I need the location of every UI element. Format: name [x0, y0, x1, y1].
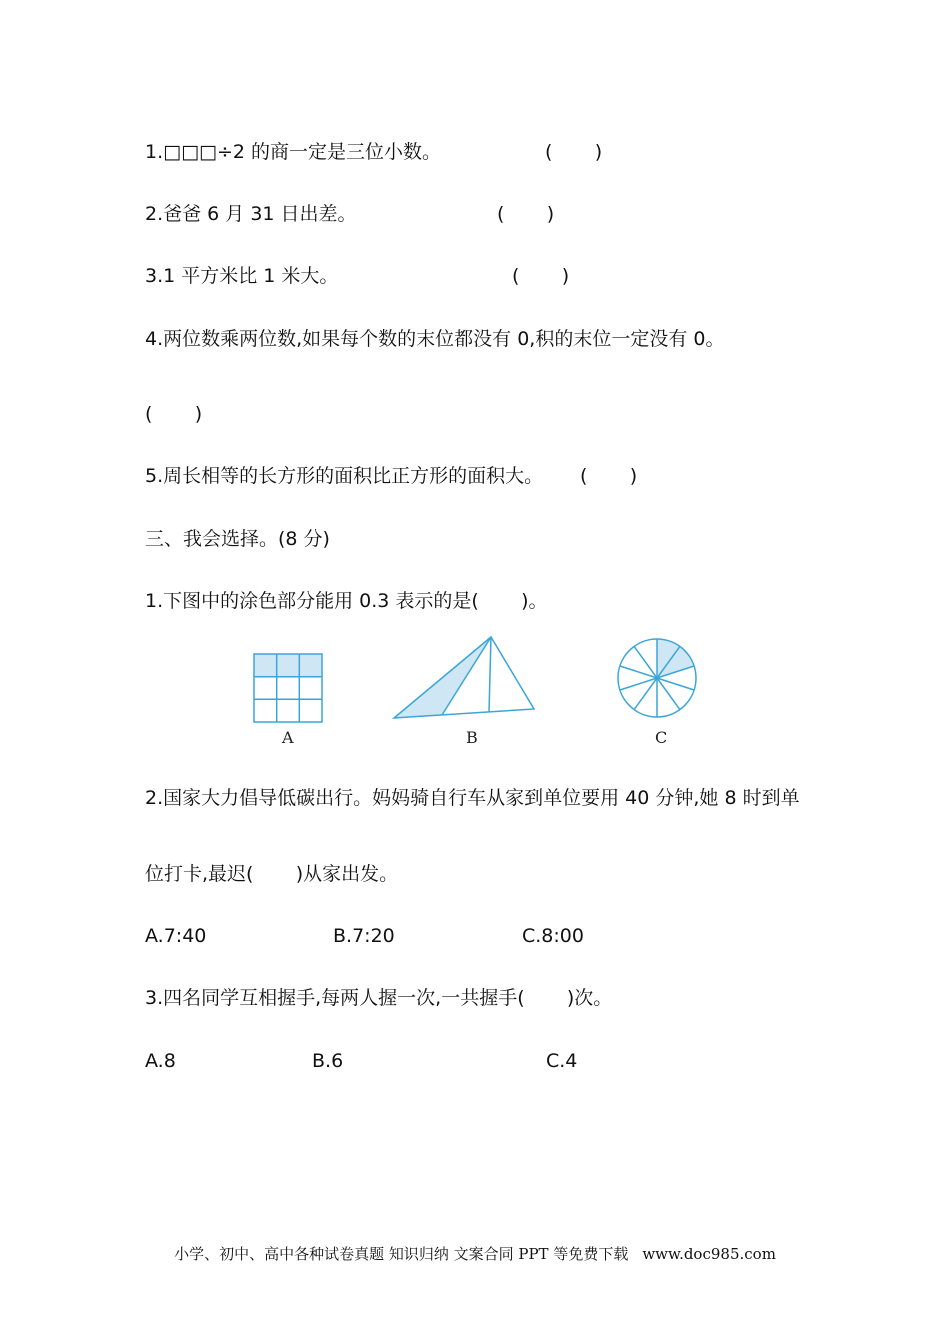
figure-c-label: C: [655, 728, 668, 747]
figure-b-label: B: [466, 728, 478, 747]
option-b: B.6: [312, 1050, 344, 1072]
question-text: 4.两位数乘两位数,如果每个数的末位都没有 0,积的末位一定没有 0。: [145, 328, 725, 350]
section-title: 三、我会选择。(8 分): [145, 528, 330, 550]
answer-paren: ( ): [580, 465, 638, 487]
answer-paren: ( ): [145, 403, 203, 425]
option-c: C.4: [546, 1050, 578, 1072]
choice-q2-text-line2: 位打卡,最迟( )从家出发。: [145, 863, 399, 885]
figure-b-triangle: [388, 630, 540, 725]
option-b: B.7:20: [333, 925, 395, 947]
figure-a-grid: [250, 650, 328, 728]
choice-q2-text-line1: 2.国家大力倡导低碳出行。妈妈骑自行车从家到单位要用 40 分钟,她 8 时到单: [145, 787, 800, 809]
footer-text: 小学、初中、高中各种试卷真题 知识归纳 文案合同 PPT 等免费下载: [174, 1245, 629, 1263]
option-a: A.7:40: [145, 925, 207, 947]
figure-a-label: A: [282, 728, 294, 747]
answer-paren: ( ): [545, 141, 603, 163]
answer-paren: ( ): [512, 265, 570, 287]
choice-q1-text: 1.下图中的涂色部分能用 0.3 表示的是( )。: [145, 590, 548, 612]
option-a: A.8: [145, 1050, 176, 1072]
choice-q3-text: 3.四名同学互相握手,每两人握一次,一共握手( )次。: [145, 987, 613, 1009]
question-text: 5.周长相等的长方形的面积比正方形的面积大。: [145, 465, 544, 487]
question-text: 2.爸爸 6 月 31 日出差。: [145, 203, 357, 225]
answer-paren: ( ): [497, 203, 555, 225]
option-c: C.8:00: [522, 925, 584, 947]
footer: [0, 1244, 950, 1264]
footer-url[interactable]: www.doc985.com: [642, 1245, 776, 1263]
figure-c-circle: [612, 633, 702, 723]
question-text: 3.1 平方米比 1 米大。: [145, 265, 339, 287]
shaded-row: [254, 654, 322, 677]
question-text: 1.□□□÷2 的商一定是三位小数。: [145, 141, 442, 163]
